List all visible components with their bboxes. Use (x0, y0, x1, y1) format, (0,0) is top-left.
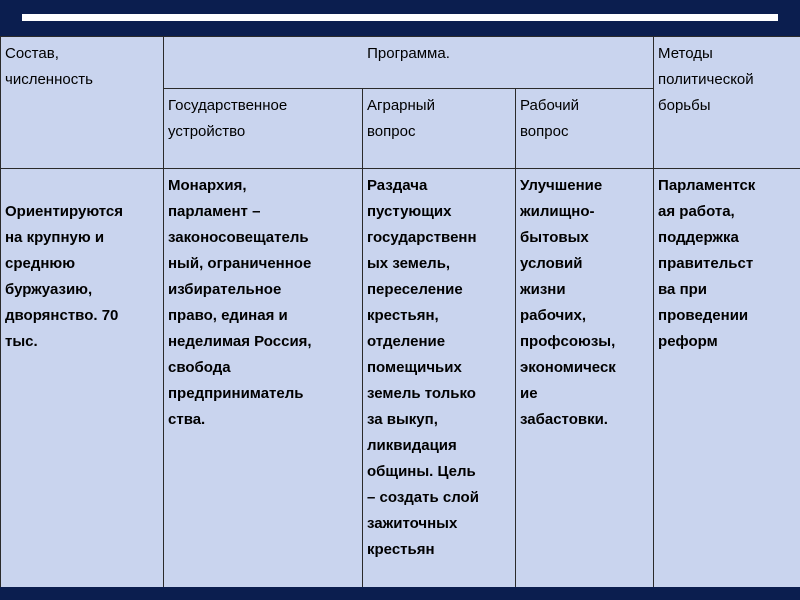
header-methods-text: Методы политической борьбы (658, 45, 754, 114)
header-agrarian (363, 89, 516, 169)
header-program-text: Программа. (367, 45, 450, 62)
header-composition (1, 37, 164, 169)
cell-state-structure (164, 169, 363, 588)
top-bar (0, 0, 800, 36)
bottom-bar (0, 587, 800, 600)
cell-agrarian-text: Раздача пустующих государственн ых земель, переселение крестьян, отделение помещичьих земель только за выкуп, ликвидация общины. Цель – создать слой зажиточных крестьян (367, 177, 479, 558)
header-composition-text: Состав, численность (5, 45, 93, 88)
header-labor-text: Рабочий вопрос (520, 97, 580, 140)
top-divider-line (22, 14, 778, 21)
header-methods (654, 37, 800, 169)
header-labor (516, 89, 654, 169)
cell-composition-text: Ориентируются на крупную и среднюю буржуазию, дворянство. 70 тыс. (5, 203, 124, 350)
cell-agrarian (363, 169, 516, 588)
cell-composition (1, 169, 164, 588)
cell-state-structure-text: Монархия, парламент – законосовещатель ный, ограниченное избирательное право, единая и неделимая Россия, свобода предприниматель ства. (168, 177, 312, 428)
cell-methods-text: Парламентск ая работа, поддержка правительст ва при проведении реформ (658, 177, 756, 350)
party-program-table (0, 36, 800, 588)
header-state-structure-text: Государственное устройство (168, 97, 288, 140)
header-agrarian-text: Аграрный вопрос (367, 97, 435, 140)
cell-labor-text: Улучшение жилищно- бытовых условий жизни рабочих, профсоюзы, экономическ ие забастовки. (520, 177, 616, 428)
cell-methods (654, 169, 800, 588)
header-state-structure (164, 89, 363, 169)
header-program (164, 37, 654, 89)
cell-labor (516, 169, 654, 588)
